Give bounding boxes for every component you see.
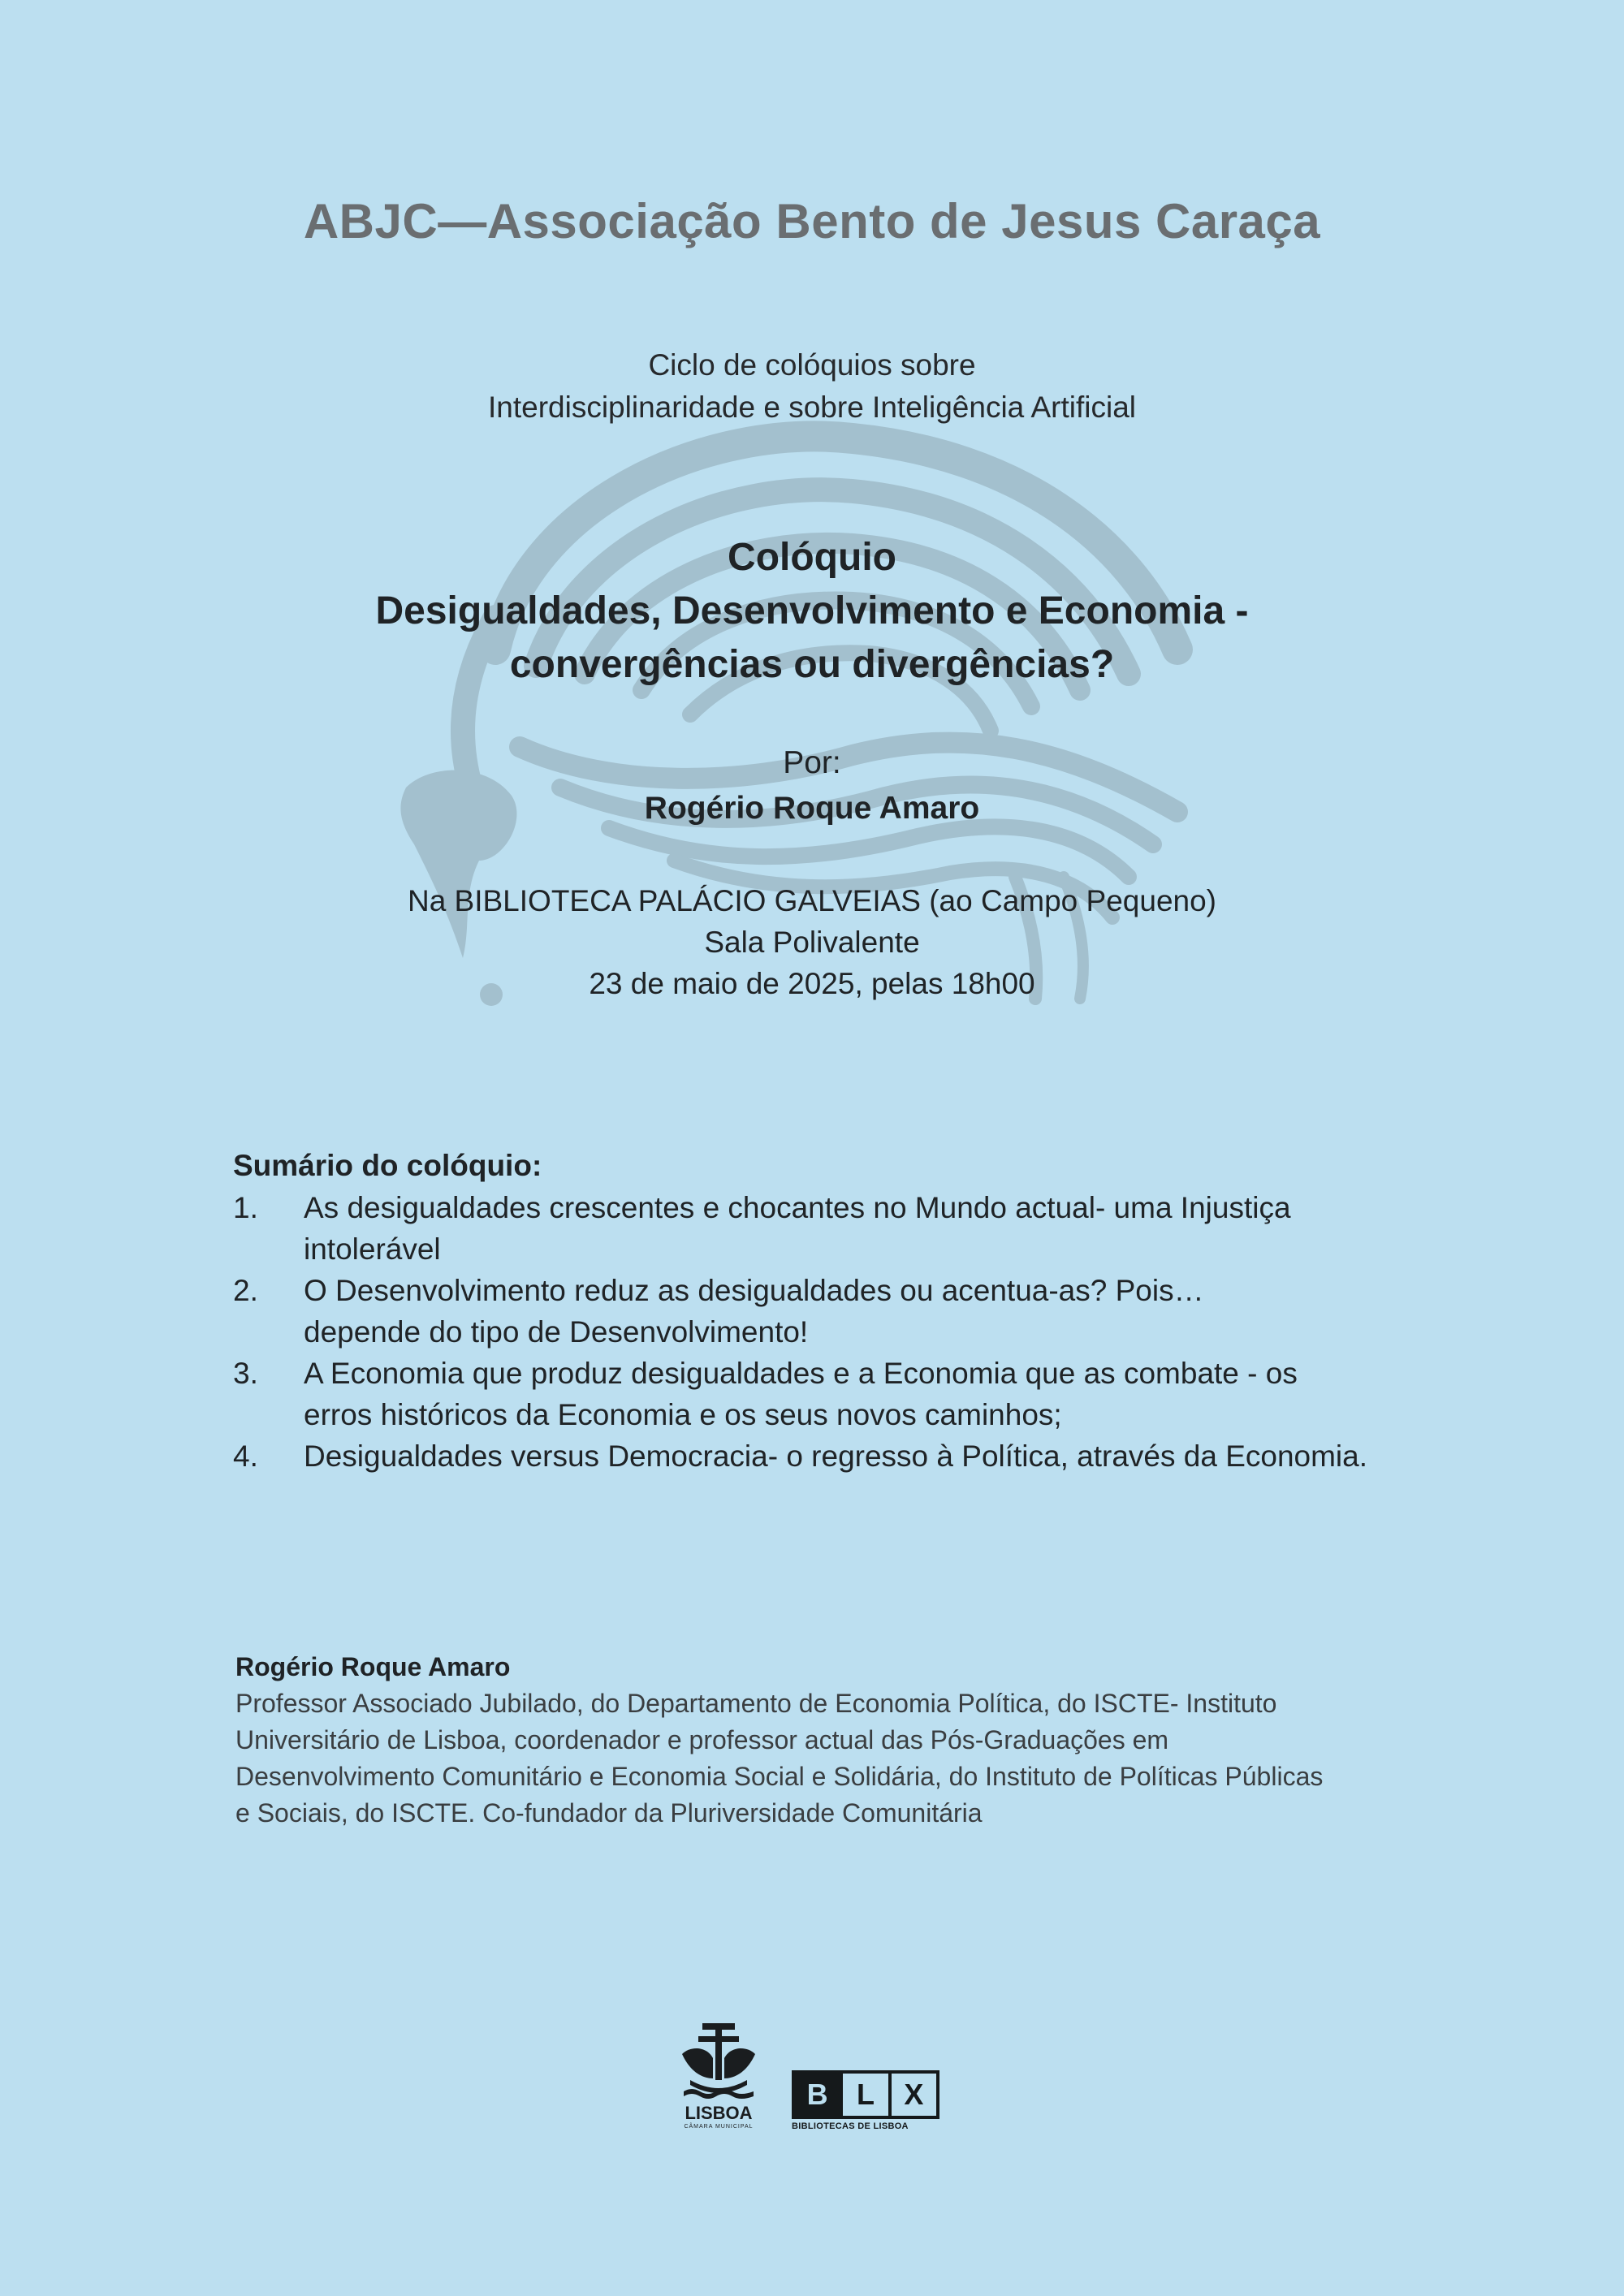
bio-line: Universitário de Lisboa, coordenador e professor actual das Pós-Graduações em xyxy=(235,1725,1169,1754)
cycle-line-2: Interdisciplinaridade e sobre Inteligência Artificial xyxy=(488,391,1136,424)
list-item-number: 4. xyxy=(233,1439,258,1473)
blx-letter: X xyxy=(888,2074,936,2116)
cycle-line-1: Ciclo de colóquios sobre xyxy=(648,348,976,382)
list-item-line: A Economia que produz desigualdades e a Economia que as combate - os xyxy=(304,1357,1298,1390)
list-item-number: 3. xyxy=(233,1357,258,1390)
list-item xyxy=(233,1353,1419,1435)
list-item-line: erros históricos da Economia e os seus novos caminhos; xyxy=(304,1398,1062,1431)
blx-letter: B xyxy=(795,2074,840,2116)
colloquium-cycle xyxy=(0,344,1624,429)
by-label: Por: xyxy=(783,745,841,780)
sponsor-logos xyxy=(674,2022,966,2135)
lisboa-subtitle: CÂMARA MUNICIPAL xyxy=(684,2124,754,2130)
colloquium-title-line-2: convergências ou divergências? xyxy=(509,643,1115,686)
bio-line: Professor Associado Jubilado, do Departamento de Economia Política, do ISCTE- Instituto xyxy=(235,1689,1277,1718)
speaker-bio xyxy=(235,1648,1421,1832)
list-item xyxy=(233,1270,1419,1353)
organization-title: ABJC—Associação Bento de Jesus Caraça xyxy=(303,194,1321,248)
bio-line: Desenvolvimento Comunitário e Economia Social e Solidária, do Instituto de Políticas Públicas xyxy=(235,1762,1324,1791)
blx-letter: L xyxy=(840,2074,888,2116)
list-item-line: As desigualdades crescentes e chocantes no Mundo actual- uma Injustiça xyxy=(304,1191,1291,1224)
list-item-number: 2. xyxy=(233,1274,258,1307)
venue-block xyxy=(0,880,1624,1004)
list-item-line: intolerável xyxy=(304,1232,441,1266)
list-item-line: O Desenvolvimento reduz as desigualdades ou acentua-as? Pois… xyxy=(304,1274,1204,1307)
venue-datetime: 23 de maio de 2025, pelas 18h00 xyxy=(589,967,1035,1000)
list-item xyxy=(233,1435,1419,1477)
venue-room: Sala Polivalente xyxy=(704,926,920,959)
list-item xyxy=(233,1187,1419,1270)
colloquium-title-block xyxy=(0,531,1624,692)
summary-section xyxy=(233,1145,1419,1477)
blx-subtitle: BIBLIOTECAS DE LISBOA xyxy=(792,2121,909,2131)
list-item-line: depende do tipo de Desenvolvimento! xyxy=(304,1315,809,1349)
bio-name: Rogério Roque Amaro xyxy=(235,1652,511,1681)
colloquium-title-line-1: Desigualdades, Desenvolvimento e Economia - xyxy=(375,589,1249,632)
summary-heading: Sumário do colóquio: xyxy=(233,1149,542,1182)
speaker-name: Rogério Roque Amaro xyxy=(644,791,980,826)
lisboa-logo xyxy=(674,2022,763,2135)
list-item-line: Desigualdades versus Democracia- o regresso à Política, através da Economia. xyxy=(304,1439,1368,1473)
speaker-block xyxy=(0,740,1624,831)
lisboa-wordmark: LISBOA xyxy=(685,2103,753,2123)
lisboa-emblem-icon xyxy=(674,2022,763,2103)
blx-logo xyxy=(792,2070,946,2129)
venue-place: Na BIBLIOTECA PALÁCIO GALVEIAS (ao Campo Pequeno) xyxy=(407,884,1217,917)
colloquium-label: Colóquio xyxy=(728,536,896,579)
summary-list xyxy=(233,1187,1419,1477)
list-item-number: 1. xyxy=(233,1191,258,1224)
blx-letter-box xyxy=(792,2070,939,2119)
bio-line: e Sociais, do ISCTE. Co-fundador da Pluriversidade Comunitária xyxy=(235,1798,983,1828)
